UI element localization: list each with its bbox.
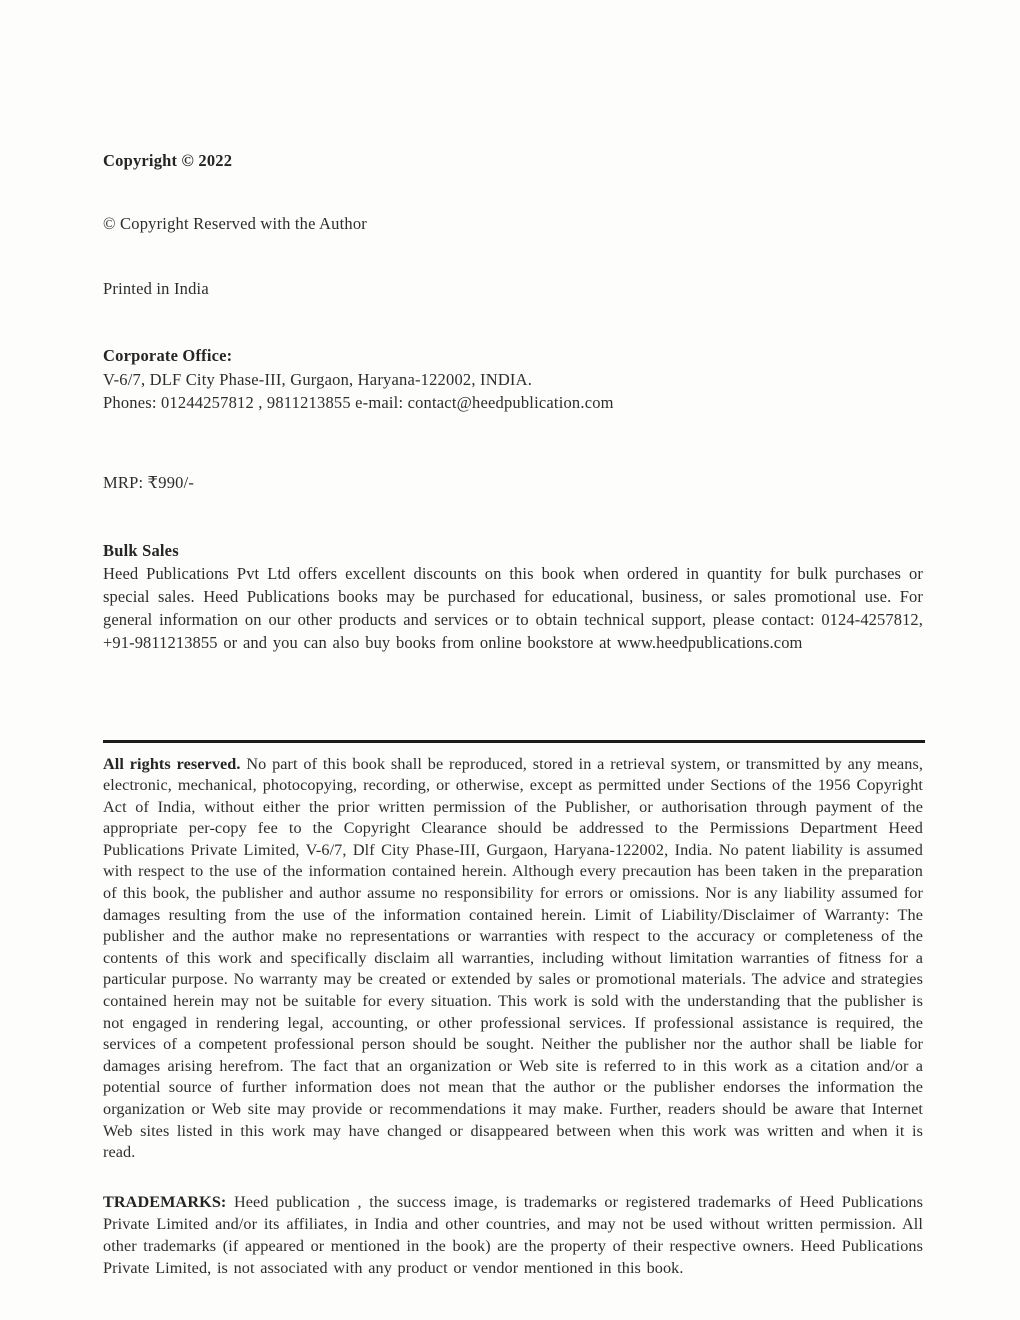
trademarks-lead: TRADEMARKS: [103,1192,227,1211]
corporate-office-phones: Phones: 01244257812 , 9811213855 e-mail: contact@heedpublication.com [103,393,614,412]
corporate-office-block [103,344,923,415]
section-divider-rule [103,740,925,743]
page-content [103,0,923,1279]
bulk-sales-paragraph: Heed Publications Pvt Ltd offers excellent discounts on this book when ordered in quantity for bulk purchases or special sales. Heed Publications books may be purchased for educational, business, or sales promotional use. For general information on our other products and services or to obtain technical support, please contact: 0124-4257812, +91-9811213855 or and you can also buy books from online bookstore at www.heedpublications.com [103,563,923,652]
copyright-year-line: Copyright © 2022 [103,151,233,170]
corporate-office-heading: Corporate Office: [103,346,233,365]
printed-in-line: Printed in India [103,279,209,298]
all-rights-paragraph [103,754,923,1164]
bulk-sales-block [103,539,923,654]
corporate-office-address: V-6/7, DLF City Phase-III, Gurgaon, Haryana-122002, INDIA. [103,369,533,389]
trademarks-paragraph [103,1191,923,1279]
all-rights-body: No part of this book shall be reproduced, stored in a retrieval system, or transmitted by any means, electronic, mechanical, photocopying, recording, or otherwise, except as permitted under Sections of the 1956 Copyright Act of India, without either the prior written permission of the Publisher, or authorisation through payment of the appropriate per-copy fee to the Copyright Clearance should be addressed to the Permissions Department Heed Publications Private Limited, V-6/7, Dlf City Phase-III, Gurgaon, Haryana-122002, India. No patent liability is assumed with respect to the use of the information contained herein. Although every precaution has been taken in the preparation of this book, the publisher and author assume no responsibility for errors or omissions. Nor is any liability assumed for damages resulting from the use of the information contained herein. Limit of Liability/Disclaimer of Warranty: The publisher and the author make no representations or warranties with respect to the accuracy or completeness of the contents of this work and specifically disclaim all warranties, including without limitation warranties of fitness for a particular purpose. No warranty may be created or extended by sales or promotional materials. The advice and strategies contained herein may not be suitable for every situation. This work is sold with the understanding that the publisher is not engaged in rendering legal, accounting, or other professional services. If professional assistance is required, the services of a competent professional person should be sought. Neither the publisher nor the author shall be liable for damages arising herefrom. The fact that an organization or Web site is referred to in this work as a citation and/or a potential source of further information does not mean that the author or the publisher endorses the information the organization or Web site may provide or recommendations it may make. Further, readers should be aware that Internet Web sites listed in this work may have changed or disappeared between when this work was written and when it is read. [103,754,924,1162]
all-rights-lead: All rights reserved. [103,754,241,773]
bulk-sales-heading: Bulk Sales [103,540,179,560]
copyright-reserved-line: © Copyright Reserved with the Author [103,214,367,233]
mrp-line: MRP: ₹990/- [103,472,195,492]
trademarks-body: Heed publication , the success image, is trademarks or registered trademarks of Heed Publications Private Limited and/or its affiliates, in India and other countries, and may not be used without written permission. All other trademarks (if appeared or mentioned in the book) are the property of their respective owners. Heed Publications Private Limited, is not associated with any product or vendor mentioned in this book. [103,1192,923,1277]
